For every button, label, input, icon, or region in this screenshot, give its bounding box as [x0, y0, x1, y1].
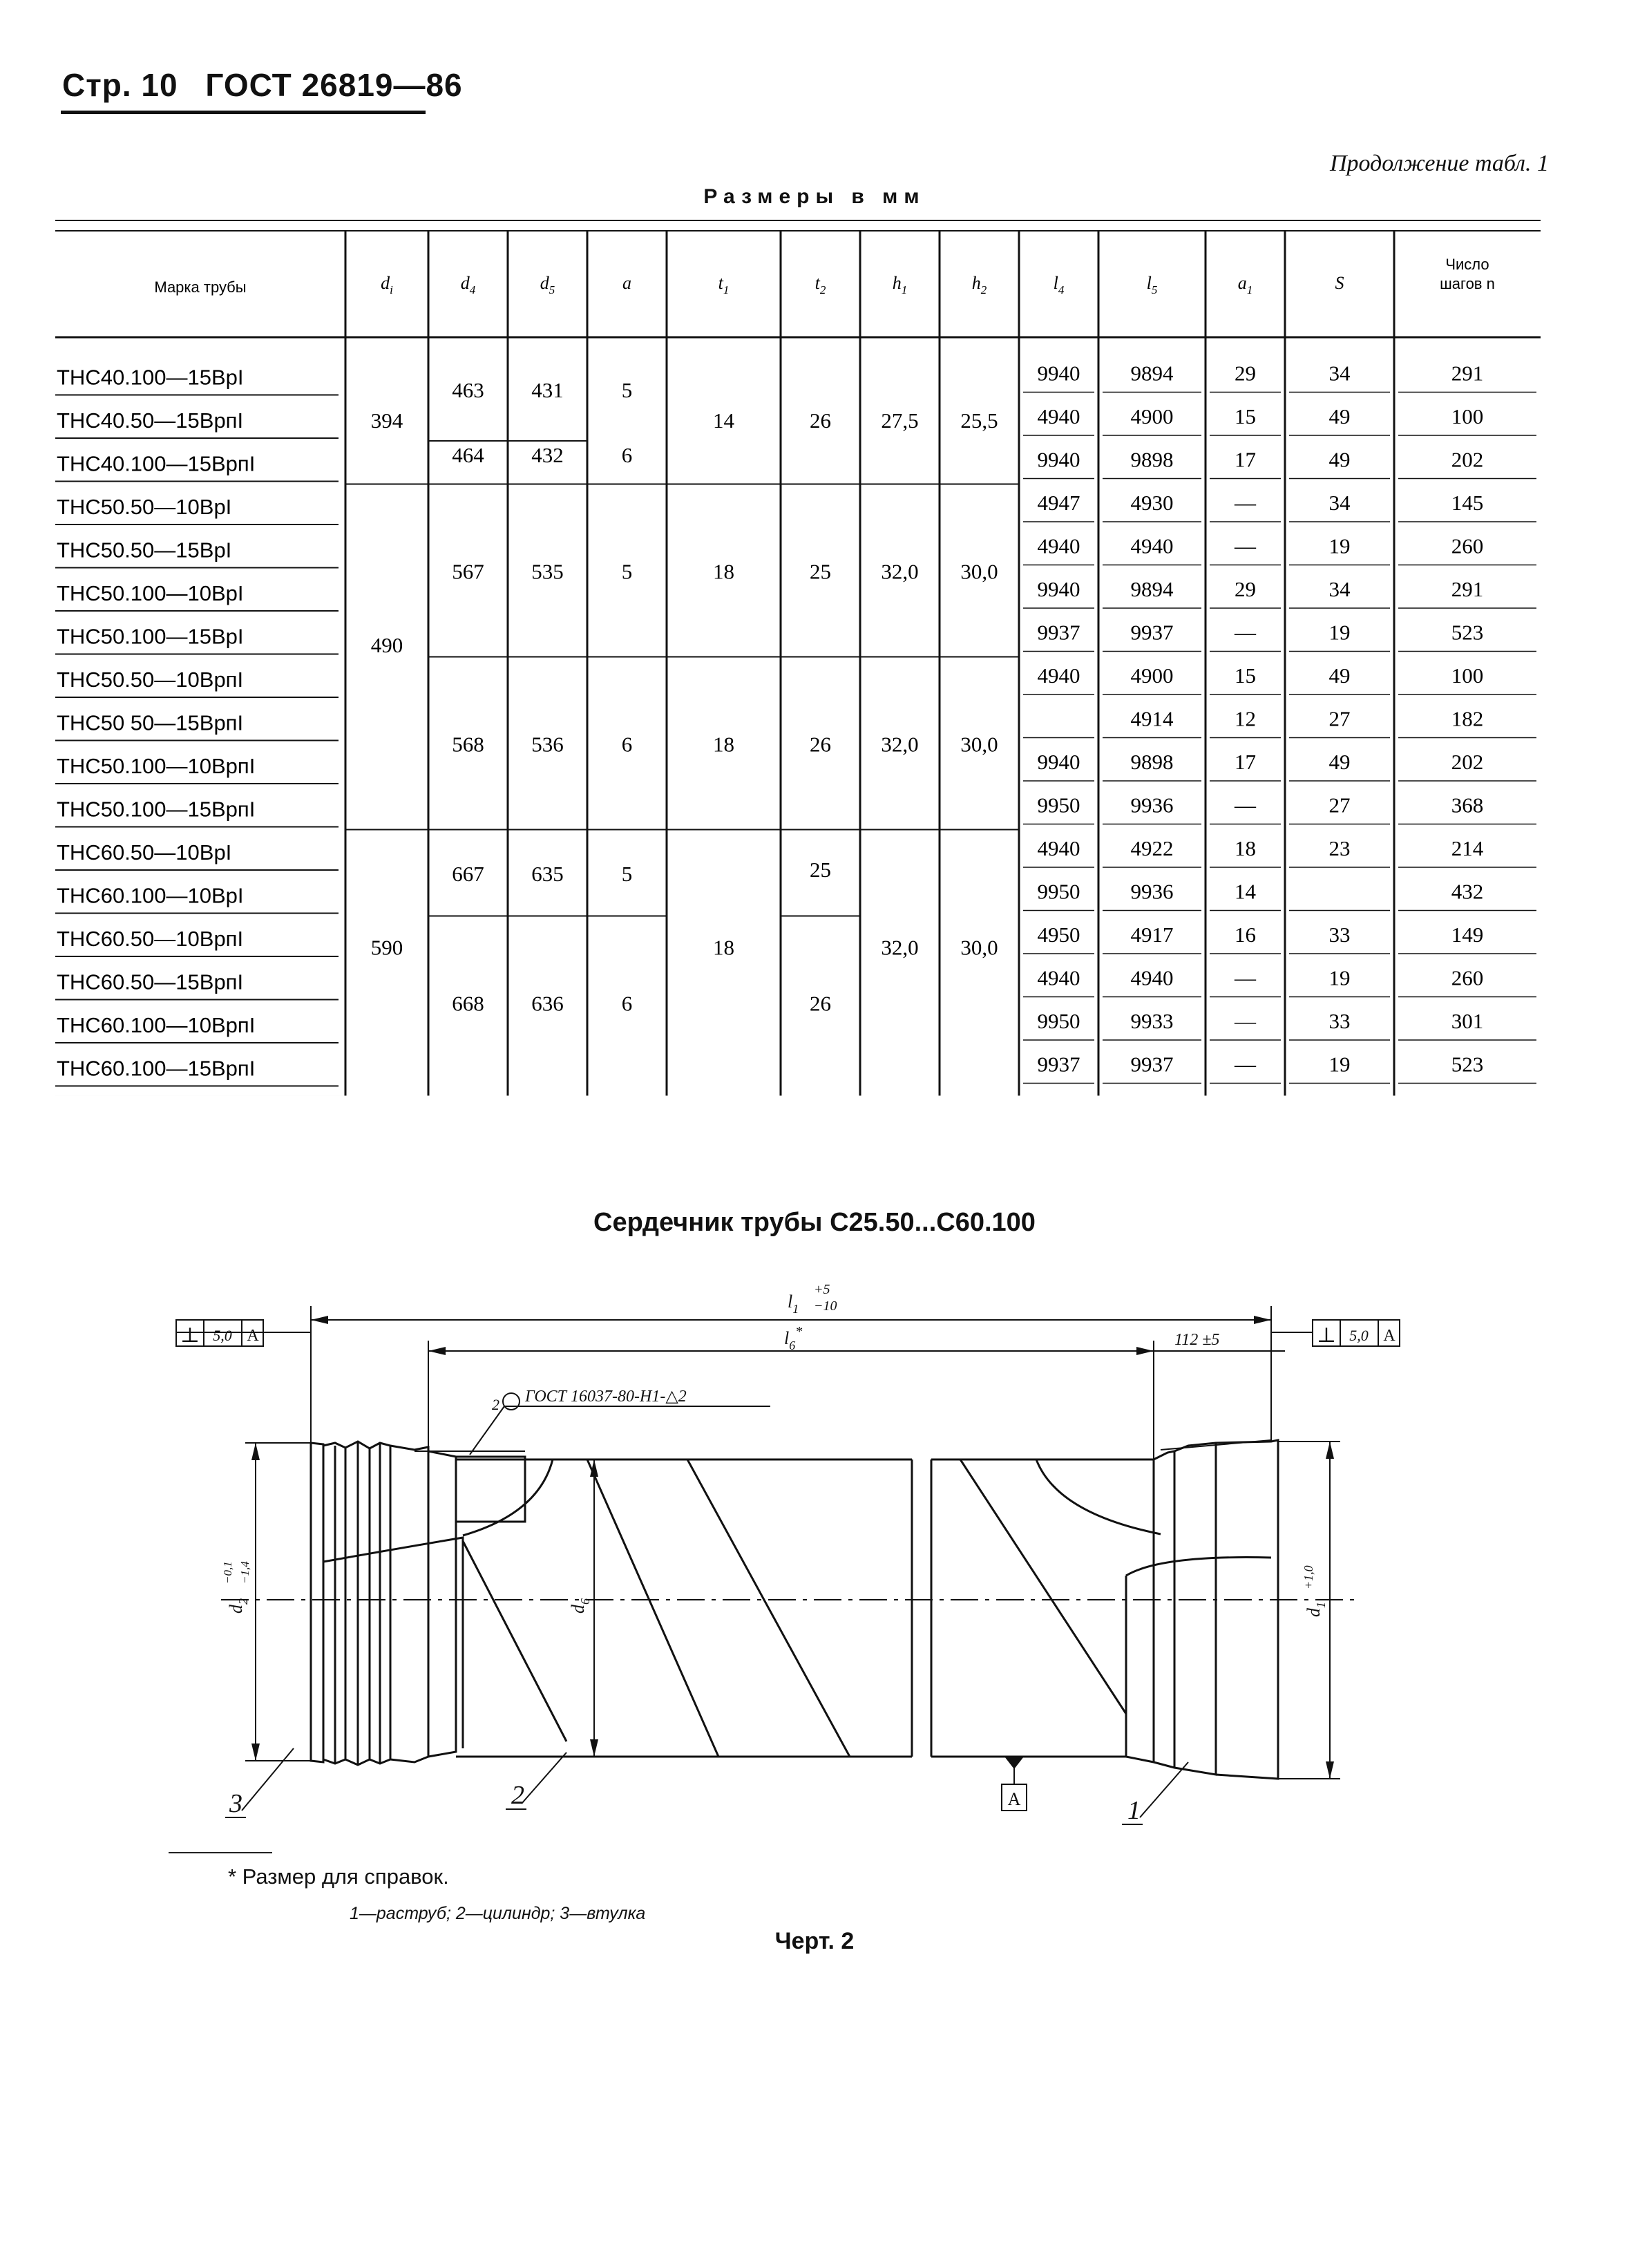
cell-n: 149	[1451, 922, 1484, 947]
cell-s: 19	[1328, 533, 1351, 558]
sleeve-ring	[390, 1446, 428, 1762]
cell-d5: 635	[531, 862, 564, 886]
weld-hatching	[415, 1440, 1271, 1451]
cell-l5: 4900	[1130, 663, 1174, 688]
cell-d4: 464	[452, 442, 484, 467]
weld-circle	[503, 1393, 520, 1410]
table-grid	[55, 220, 1541, 1096]
sleeve-inner-edge	[323, 1538, 463, 1748]
header-mark: Марка трубы	[154, 278, 247, 296]
dimensions-table	[55, 220, 1541, 1132]
cell-n: 301	[1451, 1008, 1484, 1033]
socket-lines	[1154, 1451, 1174, 1768]
cell-t2: 25	[810, 857, 831, 882]
cell-d5: 535	[531, 559, 564, 584]
header-t1	[718, 273, 730, 296]
cell-l5: 9937	[1130, 1052, 1174, 1077]
cell-a1: —	[1235, 533, 1256, 558]
cell-l5: 4940	[1130, 533, 1174, 558]
cell-d4: 668	[452, 991, 484, 1016]
header-l4	[1054, 273, 1065, 296]
header-d4	[461, 273, 476, 296]
arrow	[311, 1316, 328, 1324]
header-a-symbol: a	[622, 273, 631, 293]
cell-l4: 9950	[1037, 1008, 1080, 1033]
weld-leader	[470, 1406, 504, 1455]
cell-n: 145	[1451, 490, 1484, 515]
cell-l4: 4950	[1037, 922, 1080, 947]
cell-s: 19	[1328, 1052, 1351, 1077]
header-rule	[61, 111, 426, 114]
weld-spec: ГОСТ 16037-80-Н1-△2	[525, 1388, 687, 1406]
mark-cell: ТНС60.100—15ВрпI	[57, 1056, 256, 1081]
cell-h2: 30,0	[960, 732, 998, 757]
spiral-line-4	[960, 1459, 1126, 1714]
part-label-1: 1	[1127, 1796, 1141, 1825]
drawing-legend: 1—раструб; 2—цилиндр; 3—втулка	[350, 1904, 646, 1923]
cell-l5: 9898	[1130, 749, 1174, 774]
header-h1	[893, 273, 908, 296]
label-2-leader	[522, 1752, 566, 1804]
cell-t2: 26	[810, 408, 831, 433]
spiral-line-2	[587, 1459, 718, 1757]
table-continuation: Продолжение табл. 1	[1329, 151, 1549, 176]
table-header	[154, 256, 1494, 296]
cell-s: 49	[1328, 404, 1351, 428]
cell-n: 260	[1451, 965, 1484, 990]
cylinder-weld-curve	[463, 1459, 553, 1535]
mark-cell: ТНС50 50—15ВрпI	[57, 710, 244, 735]
header-l5-sub: 5	[1151, 283, 1158, 296]
cell-s: 33	[1328, 922, 1351, 947]
cell-a: 5	[621, 378, 633, 402]
mark-cell: ТНС50.50—15ВрI	[57, 538, 232, 563]
cell-l5: 9894	[1130, 361, 1174, 386]
header-l4-sub: 4	[1058, 283, 1065, 296]
cell-s: 19	[1328, 620, 1351, 645]
mark-cell: ТНС60.50—15ВрпI	[57, 970, 244, 994]
drawing-caption: Черт. 2	[774, 1928, 855, 1954]
cell-s: 23	[1328, 835, 1351, 860]
cell-l4: 9940	[1037, 361, 1080, 386]
cell-s: 49	[1328, 663, 1351, 688]
cell-l4: 9937	[1037, 1052, 1080, 1077]
header-t1-sub: 1	[723, 283, 730, 296]
header-a1-sub: 1	[1246, 283, 1253, 296]
mark-cell: ТНС50.50—10ВрпI	[57, 667, 244, 692]
perpendicularity-icon: ⊥	[1316, 1324, 1337, 1347]
cell-a1: —	[1235, 1008, 1256, 1033]
header-d4-symbol: d	[460, 273, 470, 293]
cell-s: 33	[1328, 1008, 1351, 1033]
dim-d2-tol-down: −1,4	[238, 1561, 251, 1584]
cell-d4: 667	[452, 862, 484, 886]
cell-a: 5	[621, 862, 633, 886]
tol-value-right: 5,0	[1349, 1327, 1369, 1344]
mark-cell: ТНС50.100—15ВрI	[57, 624, 244, 649]
cell-l5: 9936	[1130, 879, 1174, 904]
cell-t1: 18	[713, 935, 734, 960]
arrow	[1326, 1442, 1334, 1459]
cell-t2: 26	[810, 991, 831, 1016]
drawing-labels	[180, 1282, 1395, 1825]
cell-d4: 463	[452, 378, 484, 402]
part-label-3: 3	[229, 1789, 242, 1818]
header-a1-symbol: a	[1237, 273, 1247, 293]
sleeve-flange	[311, 1443, 323, 1762]
cell-t1: 14	[713, 408, 734, 433]
cell-h2: 25,5	[960, 408, 998, 433]
cell-d4: 568	[452, 732, 484, 757]
label-1-leader	[1140, 1762, 1188, 1817]
header-di-sub: i	[390, 283, 393, 296]
header-d5-sub: 5	[549, 283, 555, 296]
dim-d1-label	[1304, 1602, 1328, 1617]
header-a1	[1238, 273, 1253, 296]
cell-a1: 15	[1235, 663, 1256, 688]
dim-l6-sub: 6	[789, 1339, 796, 1352]
cell-l5: 9937	[1130, 620, 1174, 645]
cell-l5: 9936	[1130, 793, 1174, 818]
header-l4-symbol: l	[1053, 273, 1058, 293]
cell-n: 291	[1451, 361, 1484, 386]
header-di-symbol: d	[381, 273, 390, 293]
cell-l4: 9950	[1037, 879, 1080, 904]
header-l5	[1147, 273, 1158, 296]
header-t2-sub: 2	[819, 283, 826, 296]
cell-l4: 9940	[1037, 576, 1080, 601]
cylinder-outline-right	[931, 1459, 1154, 1757]
cell-l5: 4922	[1130, 835, 1174, 860]
cell-d5: 536	[531, 732, 564, 757]
cell-a1: —	[1235, 490, 1256, 515]
cell-n: 182	[1451, 706, 1484, 731]
cell-h1: 32,0	[881, 559, 919, 584]
cell-s: 34	[1328, 490, 1351, 515]
dimension-arrows	[251, 1316, 1337, 1779]
dim-d2-sub: 2	[236, 1598, 250, 1605]
mark-cell: ТНС60.50—10ВрI	[57, 840, 232, 864]
header-di	[381, 273, 393, 296]
cell-a1: 18	[1235, 835, 1256, 860]
dim-l6-star: *	[795, 1324, 803, 1339]
cell-n: 202	[1451, 447, 1484, 472]
drawing-outline	[311, 1440, 1278, 1779]
cell-d4: 567	[452, 559, 484, 584]
cell-a1: 29	[1235, 361, 1256, 386]
cell-s: 34	[1328, 361, 1351, 386]
tol-value-left: 5,0	[213, 1327, 232, 1344]
cell-d5: 431	[531, 378, 564, 402]
dim-l1-sub: 1	[792, 1302, 799, 1316]
footnote-rule	[169, 1852, 272, 1853]
cell-t2: 25	[810, 559, 831, 584]
arrow	[251, 1743, 260, 1761]
label-underlines	[225, 1809, 1143, 1824]
header-h2-symbol: h	[971, 273, 981, 293]
part-label-2: 2	[511, 1781, 524, 1810]
cell-l4: 9940	[1037, 749, 1080, 774]
header-d5	[540, 273, 555, 296]
dim-d6-symbol: d	[568, 1605, 588, 1614]
cell-a1: —	[1235, 965, 1256, 990]
cell-a: 5	[621, 559, 633, 584]
dim-d6-label	[568, 1598, 592, 1614]
cell-s: 49	[1328, 447, 1351, 472]
cell-di: 490	[370, 632, 403, 657]
cell-h1: 27,5	[881, 408, 919, 433]
page-header	[62, 66, 463, 104]
cell-n: 100	[1451, 663, 1484, 688]
table-body	[57, 361, 1484, 1080]
socket-flange	[1174, 1440, 1278, 1779]
cell-a1: 17	[1235, 447, 1256, 472]
header-s-symbol: S	[1335, 273, 1344, 293]
header-l5-symbol: l	[1146, 273, 1152, 293]
arrow	[1326, 1761, 1334, 1779]
cell-a1: 17	[1235, 749, 1256, 774]
mark-cell: ТНС60.100—10ВрI	[57, 883, 244, 908]
cell-n: 202	[1451, 749, 1484, 774]
arrow	[590, 1739, 598, 1757]
cell-n: 523	[1451, 1052, 1484, 1077]
cell-a1: —	[1235, 620, 1256, 645]
cell-l5: 9894	[1130, 576, 1174, 601]
cell-l4: 4940	[1037, 835, 1080, 860]
cell-a1: 14	[1235, 879, 1256, 904]
cell-l5: 4940	[1130, 965, 1174, 990]
cell-a1: 15	[1235, 404, 1256, 428]
arrow	[1254, 1316, 1271, 1324]
header-n-line1: Число	[1445, 256, 1489, 273]
cell-l5: 4930	[1130, 490, 1174, 515]
cell-l4: 4940	[1037, 965, 1080, 990]
cell-a1: —	[1235, 793, 1256, 818]
cell-d5: 432	[531, 442, 564, 467]
dim-end-label: 112 ±5	[1174, 1331, 1220, 1349]
dim-l1-tol-down: −10	[814, 1298, 837, 1314]
socket-body	[1126, 1574, 1216, 1775]
cell-l5: 4900	[1130, 404, 1174, 428]
header-h2	[972, 273, 987, 296]
cell-l4: 9937	[1037, 620, 1080, 645]
cell-t2: 26	[810, 732, 831, 757]
cell-d5: 636	[531, 991, 564, 1016]
tol-datum-right: A	[1383, 1327, 1395, 1345]
mark-cell: ТНС50.50—10ВрI	[57, 494, 232, 519]
header-a	[622, 273, 631, 293]
dim-d1-symbol: d	[1304, 1608, 1324, 1617]
dim-l1-symbol: l	[788, 1292, 793, 1312]
datum-triangle	[1004, 1757, 1024, 1769]
drawing-title: Сердечник трубы С25.50...С60.100	[593, 1208, 1036, 1237]
cell-s: 27	[1328, 706, 1351, 731]
cell-n: 214	[1451, 835, 1484, 860]
dim-l6-label	[784, 1324, 802, 1352]
dim-d2-tol-up: −0,1	[221, 1561, 234, 1584]
standard-number: ГОСТ 26819—86	[205, 67, 463, 103]
cell-h2: 30,0	[960, 935, 998, 960]
cylinder-weld-curve-right	[1036, 1459, 1161, 1534]
cell-n: 291	[1451, 576, 1484, 601]
arrow	[1136, 1347, 1154, 1355]
footnote: * Размер для справок.	[228, 1864, 449, 1889]
datum-label: A	[1007, 1789, 1021, 1809]
label-3-leader	[242, 1748, 294, 1811]
mark-cell: ТНС60.50—10ВрпI	[57, 926, 244, 951]
spiral-line-1	[463, 1541, 566, 1741]
pipe-core-drawing	[138, 1265, 1451, 1838]
cell-l4: 9950	[1037, 793, 1080, 818]
socket-inner-edge	[1126, 1558, 1271, 1576]
header-t2-symbol: t	[814, 273, 820, 293]
cell-n: 432	[1451, 879, 1484, 904]
arrow	[251, 1443, 260, 1460]
cell-di: 394	[370, 408, 403, 433]
cell-n: 100	[1451, 404, 1484, 428]
header-d4-sub: 4	[469, 283, 476, 296]
cell-t1: 18	[713, 732, 734, 757]
cell-n: 368	[1451, 793, 1484, 818]
units-note: Размеры в мм	[703, 185, 926, 208]
cell-h1: 32,0	[881, 732, 919, 757]
cell-a: 6	[621, 732, 633, 757]
cell-l5: 4914	[1130, 706, 1174, 731]
cell-n: 260	[1451, 533, 1484, 558]
mark-cell: ТНС60.100—10ВрпI	[57, 1012, 256, 1037]
cell-l5: 9898	[1130, 447, 1174, 472]
mark-cell: ТНС40.100—15ВрпI	[57, 451, 256, 476]
cell-l4: 4940	[1037, 663, 1080, 688]
cell-l5: 9933	[1130, 1008, 1174, 1033]
mark-cell: ТНС50.100—10ВрпI	[57, 753, 256, 778]
dim-l1-tol-up: +5	[814, 1282, 830, 1297]
dim-d1-sub: 1	[1314, 1602, 1328, 1608]
page-number: Стр. 10	[62, 67, 178, 103]
cell-a: 6	[621, 442, 633, 467]
dim-d2-symbol: d	[226, 1605, 246, 1614]
mark-cell: ТНС50.100—15ВрпI	[57, 797, 256, 822]
spiral-line-3	[687, 1459, 850, 1757]
cell-s: 19	[1328, 965, 1351, 990]
cell-a1: 16	[1235, 922, 1256, 947]
mark-cell: ТНС50.100—10ВрI	[57, 580, 244, 605]
cell-l5: 4917	[1130, 922, 1174, 947]
cell-t1: 18	[713, 559, 734, 584]
cell-h2: 30,0	[960, 559, 998, 584]
dim-l6-symbol: l	[784, 1328, 790, 1348]
dim-d2-label	[226, 1598, 250, 1614]
cell-di: 590	[370, 935, 403, 960]
header-h2-sub: 2	[980, 283, 987, 296]
mark-cell: ТНС40.100—15ВрI	[57, 365, 244, 390]
mark-cell: ТНС40.50—15ВрпI	[57, 408, 244, 433]
cell-l4: 4940	[1037, 404, 1080, 428]
cell-l4: 9940	[1037, 447, 1080, 472]
header-t1-symbol: t	[718, 273, 723, 293]
cell-h1: 32,0	[881, 935, 919, 960]
cell-s: 49	[1328, 749, 1351, 774]
header-s	[1335, 273, 1344, 293]
cell-a1: 12	[1235, 706, 1256, 731]
cell-s: 27	[1328, 793, 1351, 818]
sleeve-body	[428, 1451, 456, 1757]
dim-l1-label	[788, 1292, 799, 1316]
cell-a1: —	[1235, 1052, 1256, 1077]
arrow	[428, 1347, 446, 1355]
header-n-line2: шагов n	[1440, 275, 1495, 292]
dim-d6-sub: 6	[578, 1598, 592, 1605]
weld-number: 2	[492, 1396, 499, 1413]
cell-n: 523	[1451, 620, 1484, 645]
cell-l4: 4947	[1037, 490, 1080, 515]
cell-a: 6	[621, 991, 633, 1016]
dim-d1-tol: +1,0	[1302, 1565, 1315, 1589]
header-h1-sub: 1	[901, 283, 908, 296]
header-h1-symbol: h	[892, 273, 902, 293]
cell-a1: 29	[1235, 576, 1256, 601]
tol-datum-left: A	[247, 1327, 259, 1345]
header-t2	[815, 273, 826, 296]
cell-l4: 4940	[1037, 533, 1080, 558]
perpendicularity-icon: ⊥	[180, 1324, 200, 1347]
cell-s: 34	[1328, 576, 1351, 601]
socket-neck	[1154, 1451, 1174, 1459]
header-d5-symbol: d	[540, 273, 549, 293]
